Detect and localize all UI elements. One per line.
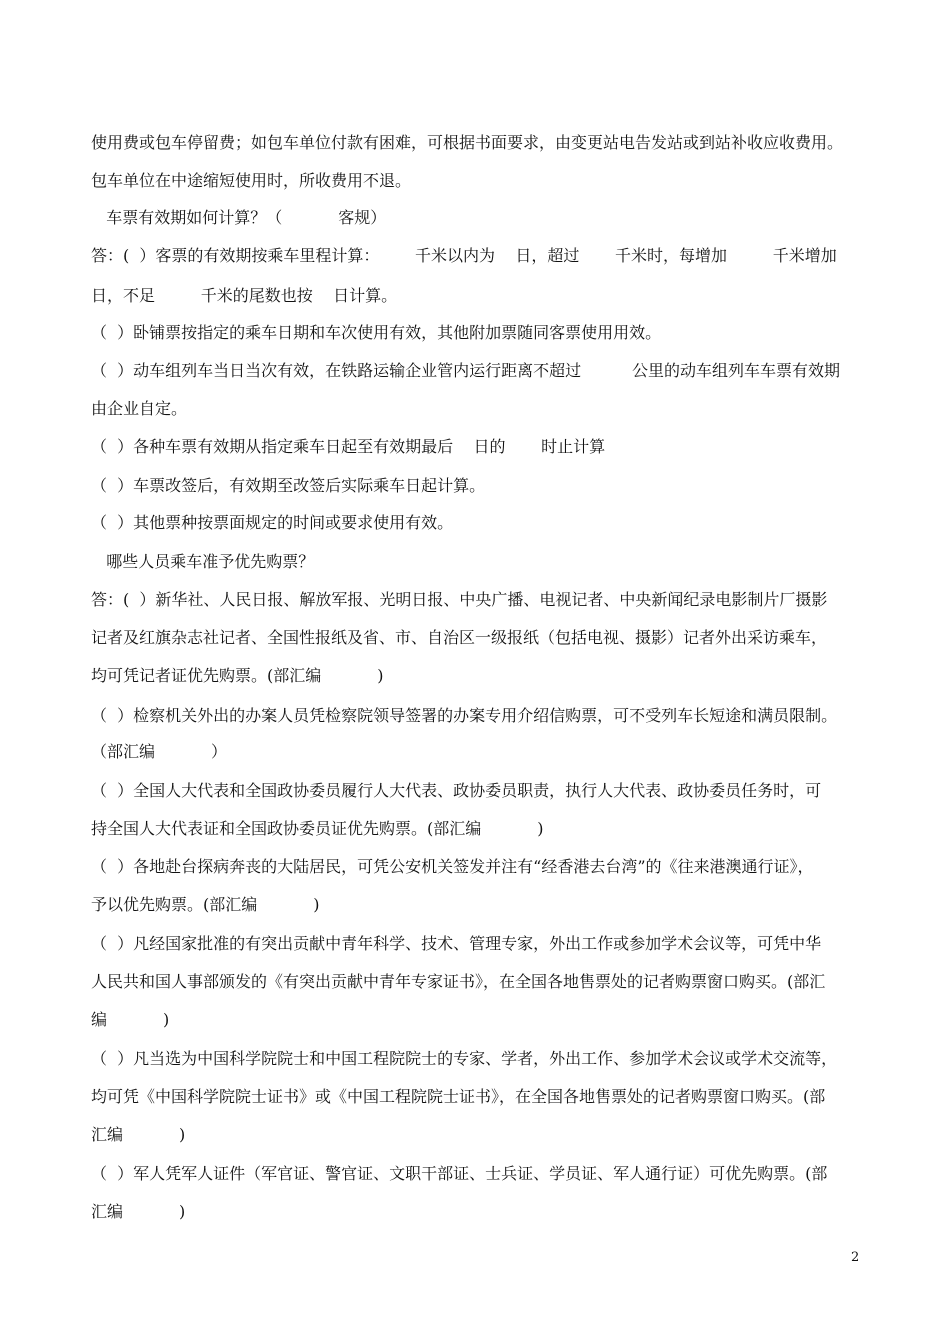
answer-item: （ ）检察机关外出的办案人员凭检察院领导签署的办案专用介绍信购票，可不受列车长短途和满员限制。 [91,706,838,725]
answer-item: （ ）全国人大代表和全国政协委员履行人大代表、政协委员职责，执行人大代表、政协委员任务时，可 [91,781,822,800]
text-line: 记者及红旗杂志社记者、全国性报纸及省、市、自治区一级报纸（包括电视、摄影）记者外出采访乘车， [91,628,828,647]
text-line: 均可凭《中国科学院院士证书》或《中国工程院院士证书》，在全国各地售票处的记者购票窗口购买。(部 [91,1087,826,1106]
text-line: （部汇编 ） [91,742,227,761]
answer-item: （ ）凡当选为中国科学院院士和中国工程院院士的专家、学者，外出工作、参加学术会议或学术交流等， [91,1049,838,1068]
answer-item: （ ）凡经国家批准的有突出贡献中青年科学、技术、管理专家，外出工作或参加学术会议等，可凭中华 [91,934,822,953]
text-line: 由企业自定。 [91,399,188,418]
text-line: 使用费或包车停留费；如包车单位付款有困难，可根据书面要求，由变更站电告发站或到站补收应收费用。 [91,133,844,152]
answer-item: （ ）动车组列车当日当次有效，在铁路运输企业管内运行距离不超过 公里的动车组列车车票有效期 [91,361,841,380]
text-line: 均可凭记者证优先购票。(部汇编 ) [91,666,384,685]
text-line: 包车单位在中途缩短使用时，所收费用不退。 [91,171,412,190]
question-heading: 车票有效期如何计算？（ 客规） [91,208,387,227]
question-heading: 哪些人员乘车准予优先购票？ [91,552,315,571]
answer-item: （ ）卧铺票按指定的乘车日期和车次使用有效，其他附加票随同客票使用用效。 [91,323,662,342]
text-line: 编 ) [91,1010,170,1029]
answer-line: 答：( ）客票的有效期按乘车里程计算： 千米以内为 日，超过 千米时，每增加 千米增加 [91,246,837,265]
answer-item: （ ）车票改签后，有效期至改签后实际乘车日起计算。 [91,476,486,495]
text-line: 持全国人大代表证和全国政协委员证优先购票。(部汇编 ) [91,819,544,838]
answer-item: （ ）各种车票有效期从指定乘车日起至有效期最后 日的 时止计算 [91,437,606,456]
answer-item: （ ）各地赴台探病奔丧的大陆居民，可凭公安机关签发并注有“经香港去台湾”的《往来港澳通行证》， [91,857,814,876]
answer-item: （ ）军人凭军人证件（军官证、警官证、文职干部证、士兵证、学员证、军人通行证）可优先购票。(部 [91,1164,828,1183]
page-number: 2 [851,1250,860,1265]
text-line: 汇编 ) [91,1202,186,1221]
answer-item: （ ）其他票种按票面规定的时间或要求使用有效。 [91,513,454,532]
text-line: 予以优先购票。(部汇编 ) [91,895,320,914]
text-line: 日，不足 千米的尾数也按 日计算。 [91,286,398,305]
answer-line: 答：( ）新华社、人民日报、解放军报、光明日报、中央广播、电视记者、中央新闻纪录电影制片厂摄影 [91,590,828,609]
text-line: 汇编 ) [91,1125,186,1144]
text-line: 人民共和国人事部颁发的《有突出贡献中青年专家证书》，在全国各地售票处的记者购票窗口购买。(部汇 [91,972,826,991]
